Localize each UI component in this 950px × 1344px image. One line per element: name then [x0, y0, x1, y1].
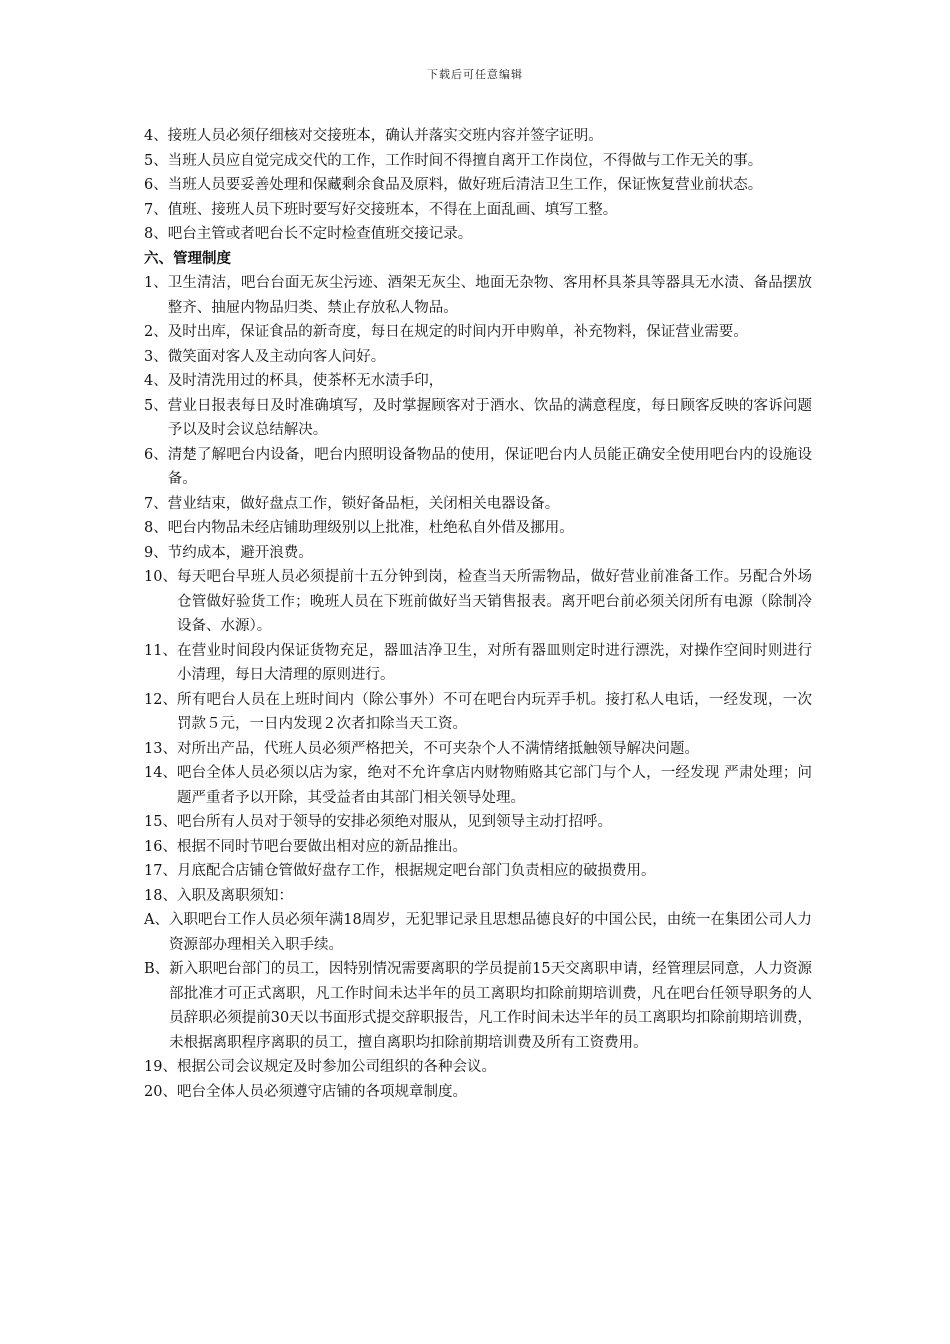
rule-text: 在营业时间段内保证货物充足，器皿洁净卫生，对所有器皿则定时进行漂洗，对操作空间时则进行小清理，每日大清理的原则进行。	[176, 642, 812, 683]
item-number: 5、	[144, 152, 168, 169]
rule-item	[144, 1080, 812, 1105]
rule-number: 7、	[144, 495, 168, 512]
rule-text: 吧台全体人员必须遵守店铺的各项规章制度。	[176, 1083, 467, 1100]
rule-item	[144, 957, 812, 1055]
list-item	[144, 198, 812, 223]
rule-text: 微笑面对客人及主动向客人问好。	[167, 348, 386, 365]
rule-text: 月底配合店铺仓管做好盘存工作，根据规定吧台部门负责相应的破损费用。	[176, 863, 656, 879]
rule-item	[144, 1055, 812, 1080]
item-number: 8、	[144, 226, 168, 242]
item-text: 吧台主管或者吧台长不定时检查值班交接记录。	[167, 226, 473, 242]
rule-text: 营业结束，做好盘点工作，锁好备品柜，关闭相关电器设备。	[167, 495, 560, 512]
rule-number: 20、	[144, 1083, 177, 1100]
rule-text: 根据不同时节吧台要做出相对应的新品推出。	[176, 838, 467, 855]
rule-number: 15、	[144, 814, 177, 830]
section-title: 六、管理制度	[144, 249, 231, 267]
rule-text: 入职吧台工作人员必须年满18周岁，无犯罪记录且思想品德良好的中国公民，由统一在集团公司人力资源部办理相关入职手续。	[168, 912, 812, 953]
rule-text: 所有吧台人员在上班时间内（除公事外）不可在吧台内玩弄手机。接打私人电话，一经发现，一次罚款５元，一日内发现２次者扣除当天工资。	[176, 691, 812, 732]
rule-number: 6、	[144, 446, 168, 463]
rule-item	[144, 345, 812, 370]
rule-item	[144, 884, 812, 909]
rule-text: 对所出产品，代班人员必须严格把关，不可夹杂个人不满情绪抵触领导解决问题。	[176, 740, 699, 757]
rule-number: 11、	[144, 642, 177, 659]
rule-item	[144, 639, 812, 688]
rule-number: 5、	[144, 397, 168, 414]
rule-item	[144, 859, 812, 884]
rule-number: 17、	[144, 863, 177, 879]
rule-item	[144, 320, 812, 345]
rule-text: 根据公司会议规定及时参加公司组织的各种会议。	[176, 1059, 496, 1075]
rule-number: 10、	[144, 569, 177, 585]
list-item	[144, 173, 812, 198]
item-text: 值班、接班人员下班时要写好交接班本，不得在上面乱画、填写工整。	[167, 201, 618, 218]
rule-item	[144, 565, 812, 639]
list-item	[144, 149, 812, 174]
rule-item	[144, 688, 812, 737]
rule-text: 清楚了解吧台内设备，吧台内照明设备物品的使用，保证吧台内人员能正确安全使用吧台内的设施设备。	[167, 446, 812, 487]
list-item	[144, 124, 812, 149]
rule-item	[144, 541, 812, 566]
rule-number: 4、	[144, 373, 168, 389]
rule-text: 新入职吧台部门的员工，因特别情况需要离职的学员提前15天交离职申请，经管理层同意，人力资源部批准才可正式离职，凡工作时间未达半年的员工离职均扣除前期培训费，凡在吧台任领导职务的人员辞职必须提前30天以书面形式提交辞职报告，凡工作时间未达半年的员工离职均扣除前期培训费，未根据离职程序离职的员工，擅自离职均扣除前期培训费及所有工资费用。	[169, 961, 812, 1051]
rule-text: 营业日报表每日及时准确填写，及时掌握顾客对于酒水、饮品的满意程度，每日顾客反映的客诉问题予以及时会议总结解决。	[167, 397, 812, 438]
rule-text: 节约成本，避开浪费。	[167, 544, 313, 561]
rule-text: 及时清洗用过的杯具，使茶杯无水渍手印，	[167, 373, 444, 389]
rule-text: 卫生清洁，吧台台面无灰尘污迹、酒架无灰尘、地面无杂物、客用杯具茶具等器具无水渍、备品摆放整齐、抽屉内物品归类、禁止存放私人物品。	[167, 275, 812, 316]
rule-number: 1、	[144, 275, 168, 291]
rule-text: 吧台全体人员必须以店为家，绝对不允许拿店内财物贿赂其它部门与个人，一经发现 严肃处理；问题严重者予以开除，其受益者由其部门相关领导处理。	[176, 765, 812, 806]
rule-number: 12、	[144, 691, 177, 708]
rule-item	[144, 394, 812, 443]
rule-number: 8、	[144, 520, 168, 536]
rule-item	[144, 271, 812, 320]
item-number: 4、	[144, 128, 168, 144]
rule-item	[144, 761, 812, 810]
rule-item	[144, 737, 812, 762]
rule-item	[144, 516, 812, 541]
rule-item	[144, 810, 812, 835]
rule-item	[144, 908, 812, 957]
list-item	[144, 222, 812, 247]
item-text: 当班人员应自觉完成交代的工作，工作时间不得擅自离开工作岗位，不得做与工作无关的事。	[167, 152, 763, 169]
rule-item	[144, 835, 812, 860]
item-number: 6、	[144, 177, 168, 193]
rule-number: A、	[144, 912, 169, 928]
rule-text: 每天吧台早班人员必须提前十五分钟到岗，检查当天所需物品，做好营业前准备工作。另配合外场仓管做好验货工作；晚班人员在下班前做好当天销售报表。离开吧台前必须关闭所有电源（除制冷设备、水源）。	[176, 569, 812, 634]
rule-number: B、	[144, 961, 170, 977]
rule-number: 14、	[144, 765, 177, 781]
rule-text: 吧台内物品未经店铺助理级别以上批准，杜绝私自外借及挪用。	[167, 520, 574, 536]
rule-number: 19、	[144, 1059, 177, 1075]
rule-text: 吧台所有人员对于领导的安排必须绝对服从，见到领导主动打招呼。	[176, 814, 612, 830]
rule-item	[144, 369, 812, 394]
document-body	[144, 124, 812, 1104]
page-header: 下载后可任意编辑	[427, 68, 523, 81]
rule-text: 入职及离职须知：	[176, 887, 293, 904]
item-text: 接班人员必须仔细核对交接班本，确认并落实交班内容并签字证明。	[167, 128, 603, 144]
rule-number: 13、	[144, 740, 177, 757]
item-text: 当班人员要妥善处理和保藏剩余食品及原料，做好班后清洁卫生工作，保证恢复营业前状态。	[167, 177, 763, 193]
rule-number: 9、	[144, 544, 168, 561]
rule-item	[144, 443, 812, 492]
rule-number: 2、	[144, 324, 168, 340]
rule-text: 及时出库，保证食品的新奇度，每日在规定的时间内开申购单，补充物料，保证营业需要。	[167, 324, 748, 340]
rule-number: 3、	[144, 348, 168, 365]
rule-item	[144, 492, 812, 517]
rule-number: 18、	[144, 887, 177, 904]
item-number: 7、	[144, 201, 168, 218]
rule-number: 16、	[144, 838, 177, 855]
